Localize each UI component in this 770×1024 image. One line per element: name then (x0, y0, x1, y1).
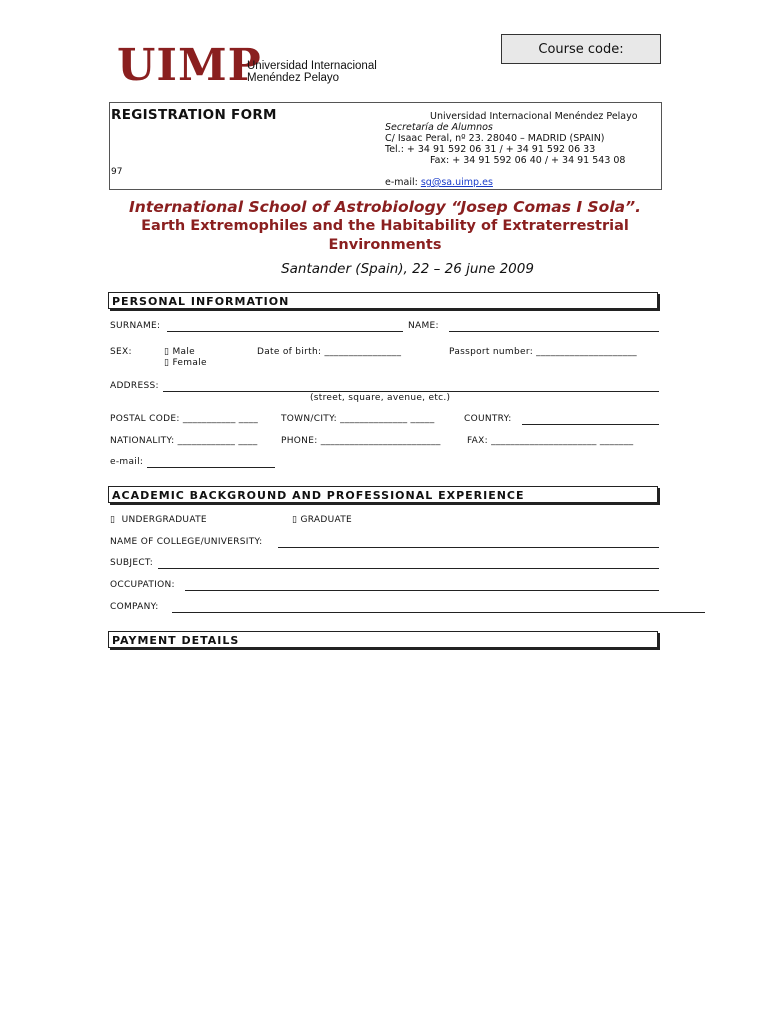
undergraduate-label: UNDERGRADUATE (121, 515, 207, 525)
college-label: NAME OF COLLEGE/UNIVERSITY: (110, 537, 263, 547)
female-label: Female (172, 358, 207, 368)
name-field[interactable] (449, 331, 659, 332)
email-link[interactable]: sg@sa.uimp.es (420, 177, 493, 188)
department: Secretaría de Alumnos (385, 122, 493, 133)
undergraduate-option[interactable] (110, 515, 207, 525)
checkbox-icon[interactable]: ▯ (164, 347, 170, 357)
town-city-field[interactable]: TOWN/CITY: ______________ _____ (281, 414, 435, 424)
checkbox-icon[interactable]: ▯ (164, 358, 170, 368)
address-hint: (street, square, avenue, etc.) (310, 393, 451, 403)
section-payment-details: PAYMENT DETAILS (108, 631, 658, 648)
logo-text (247, 60, 377, 84)
country-field[interactable] (522, 424, 659, 425)
event-location-dates: Santander (Spain), 22 – 26 june 2009 (281, 261, 534, 277)
company-field[interactable] (172, 612, 705, 613)
date-of-birth-field[interactable]: Date of birth: ________________ (257, 347, 402, 357)
reference-number: 97 (111, 167, 123, 177)
email-label: e-mail: (110, 457, 144, 467)
event-title-line-3: Environments (328, 237, 442, 253)
occupation-label: OCCUPATION: (110, 580, 175, 590)
fax-field[interactable]: FAX: ______________________ _______ (467, 436, 634, 446)
section-personal-information: PERSONAL INFORMATION (108, 292, 658, 309)
institution-name: Universidad Internacional Menéndez Pelayo (430, 111, 638, 122)
graduate-label: GRADUATE (300, 515, 353, 525)
subject-field[interactable] (158, 568, 659, 569)
section-academic-background: ACADEMIC BACKGROUND AND PROFESSIONAL EXPERIENCE (108, 486, 658, 503)
uimp-logo: UIMP (117, 40, 262, 91)
nationality-field[interactable]: NATIONALITY: ____________ ____ (110, 436, 258, 446)
postal-code-field[interactable]: POSTAL CODE: ___________ ____ (110, 414, 258, 424)
passport-number-field[interactable]: Passport number: _____________________ (449, 347, 637, 357)
postal-address: C/ Isaac Peral, nº 23. 28040 – MADRID (SPAIN) (385, 133, 605, 144)
subject-label: SUBJECT: (110, 558, 154, 568)
fax-numbers: Fax: + 34 91 592 06 40 / + 34 91 543 08 (430, 155, 626, 166)
address-field[interactable] (163, 391, 659, 392)
surname-label: SURNAME: (110, 321, 161, 331)
male-label: Male (172, 347, 195, 357)
sex-male-option[interactable] (164, 347, 195, 357)
event-title-line-1: International School of Astrobiology “Josep Comas I Sola”. (129, 198, 641, 216)
phone-field[interactable]: PHONE: _________________________ (281, 436, 441, 446)
course-code-label: Course code: (538, 41, 624, 57)
graduate-option[interactable] (292, 515, 352, 525)
checkbox-icon[interactable]: ▯ (292, 515, 298, 525)
logo-line-2: Menéndez Pelayo (247, 72, 340, 84)
email-line (385, 177, 493, 188)
email-field[interactable] (147, 467, 275, 468)
country-label: COUNTRY: (464, 414, 512, 424)
sex-female-option[interactable] (164, 358, 207, 368)
logo-line-1: Universidad Internacional (247, 60, 377, 72)
email-label: e-mail: (385, 177, 421, 188)
sex-label: SEX: (110, 347, 132, 357)
college-field[interactable] (278, 547, 659, 548)
address-label: ADDRESS: (110, 381, 159, 391)
registration-title: REGISTRATION FORM (111, 107, 277, 123)
telephone: Tel.: + 34 91 592 06 31 / + 34 91 592 06 33 (385, 144, 596, 155)
name-label: NAME: (408, 321, 439, 331)
course-code-field[interactable] (501, 34, 661, 64)
checkbox-icon[interactable]: ▯ (110, 515, 116, 525)
company-label: COMPANY: (110, 602, 159, 612)
occupation-field[interactable] (185, 590, 659, 591)
event-title-line-2: Earth Extremophiles and the Habitability of Extraterrestrial (141, 218, 629, 234)
surname-field[interactable] (167, 331, 403, 332)
